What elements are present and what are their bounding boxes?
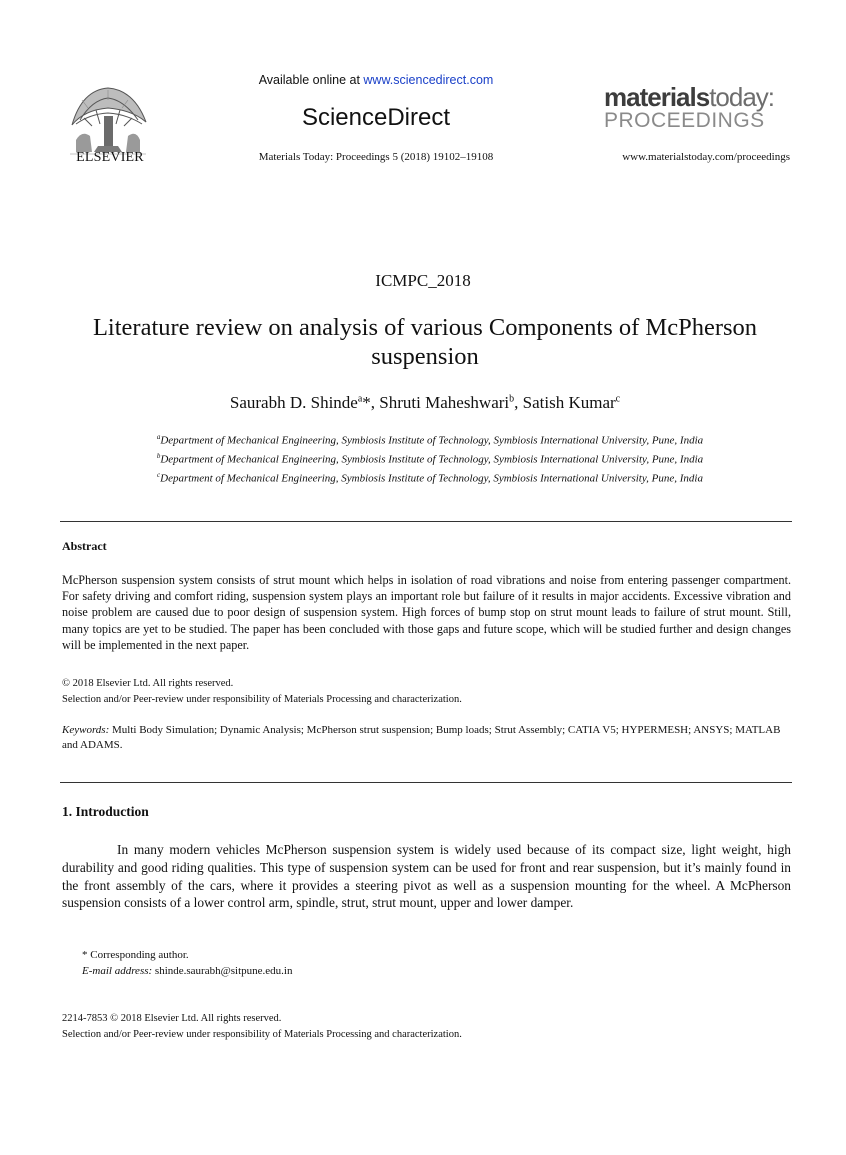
divider-top — [60, 521, 792, 522]
author-list: Saurabh D. Shinde$^a$*, Shruti Maheshwari$^b$, Satish Kumar$^c$ — [229, 393, 621, 412]
footer-peer-review: Selection and/or Peer-review under responsibility of Materials Processing and characterization. — [62, 1029, 462, 1040]
author-affil-mark: a — [357, 393, 363, 405]
corresponding-author-note: * Corresponding author. — [82, 949, 189, 961]
divider-bottom — [60, 782, 792, 783]
introduction-paragraph: In many modern vehicles McPherson suspension system is widely used because of its compact size, light weight, high durability and good riding qualities. This type of suspension system can be used for front and rear suspension, but it’s mainly found in the front assembly of the cars, where it provides a steering pivot as well as a suspension mounting for the wheel. A McPherson suspension consists of a lower control arm, spindle, strut, strut mount, upper and lower damper. — [62, 842, 791, 911]
materials-today-logo: materialstoday: PROCEEDINGS — [604, 84, 784, 140]
abstract-text: McPherson suspension system consists of strut mount which helps in isolation of road vibrations and noise from entering passenger compartment. For safety driving and comfort riding, suspension system plays an important role but failure of it results in major accidents. Excessive vibration and noise problem are caused due to poor design of suspension system. High forces of bump stop on strut mount leads to failure of strut mount. Still, many topics are yet to be studied. The paper has been concluded with those gaps and future scope, which will be studied further and design changes will be implemented in the next paper. — [62, 573, 791, 652]
keywords-text: Multi Body Simulation; Dynamic Analysis; McPherson strut suspension; Bump loads; Strut Assembly; CATIA V5; HYPERMESH; ANSYS; MATLAB and ADAMS. — [62, 724, 781, 751]
affiliations — [60, 430, 800, 487]
email-line — [82, 963, 782, 979]
platform-name: ScienceDirect — [301, 104, 451, 131]
author-name: Shruti Maheshwari — [379, 393, 510, 412]
logo-materials: materials — [604, 82, 710, 112]
peer-review-line: Selection and/or Peer-review under responsibility of Materials Processing and characterization. — [62, 694, 462, 705]
availability-prefix: Available online at — [258, 73, 364, 87]
abstract-copyright — [62, 676, 791, 708]
logo-today: today — [709, 82, 768, 112]
keywords-label: Keywords: — [62, 724, 110, 736]
author-affil-mark: c — [615, 393, 621, 405]
keywords — [62, 723, 791, 753]
section-heading: 1. Introduction — [62, 804, 149, 819]
issn-line: 2214-7853 © 2018 Elsevier Ltd. All rights reserved. — [62, 1013, 282, 1024]
affiliation-line: $^b$Department of Mechanical Engineering, Symbiosis Institute of Technology, Symbiosis International University, Pune, India — [156, 452, 704, 466]
logo-proceedings: PROCEEDINGS — [604, 109, 765, 132]
journal-url[interactable]: www.materialstoday.com/proceedings — [622, 151, 790, 163]
email-label: E-mail address: — [82, 965, 153, 977]
page-footer — [62, 1011, 791, 1043]
introduction-text — [62, 841, 791, 912]
sciencedirect-link[interactable]: www.sciencedirect.com — [363, 73, 494, 87]
conference-name: ICMPC_2018 — [375, 271, 471, 290]
author-name: Satish Kumar — [522, 393, 616, 412]
author-affil-mark: b — [509, 393, 515, 405]
email-address[interactable]: shinde.saurabh@sitpune.edu.in — [152, 965, 293, 977]
journal-reference: Materials Today: Proceedings 5 (2018) 19102–19108 — [258, 151, 494, 163]
copyright-line: © 2018 Elsevier Ltd. All rights reserved. — [62, 678, 234, 689]
affiliation-line: $^c$Department of Mechanical Engineering, Symbiosis Institute of Technology, Symbiosis International University, Pune, India — [157, 471, 703, 485]
availability-line — [200, 73, 552, 87]
abstract-heading: Abstract — [62, 539, 107, 553]
author-name: Saurabh D. Shinde — [229, 393, 358, 412]
paper-title: Literature review on analysis of various Components of McPherson suspension — [92, 314, 758, 370]
footnote — [82, 947, 782, 979]
publisher-wordmark: ELSEVIER — [76, 150, 144, 165]
corresponding-mark: * — [362, 393, 371, 412]
affiliation-line: $^a$Department of Mechanical Engineering, Symbiosis Institute of Technology, Symbiosis International University, Pune, India — [156, 433, 704, 447]
